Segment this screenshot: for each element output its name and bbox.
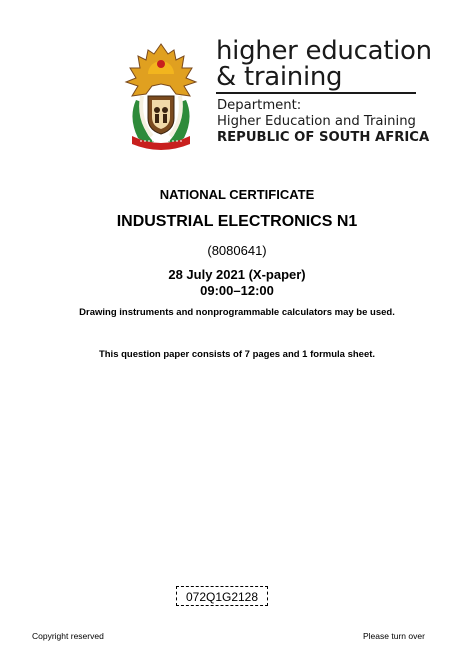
subject-title: INDUSTRIAL ELECTRONICS N1 xyxy=(116,213,358,230)
page-count-text: This question paper consists of 7 pages and 1 formula sheet. xyxy=(98,349,376,360)
instructions-text: Drawing instruments and nonprogrammable calculators may be used. xyxy=(79,307,395,318)
department-label: Department: xyxy=(217,98,302,113)
footer-copyright: Copyright reserved xyxy=(32,631,104,641)
footer-turn-over: Please turn over xyxy=(363,631,425,641)
brand-line-2: & training xyxy=(216,62,343,92)
exam-time: 09:00–12:00 xyxy=(200,283,274,298)
department-block xyxy=(217,98,437,146)
coat-of-arms-icon xyxy=(118,40,204,152)
subject-code: (8080641) xyxy=(207,243,267,258)
brand-line-1: higher education xyxy=(216,36,432,66)
certificate-title: NATIONAL CERTIFICATE xyxy=(159,187,315,202)
exam-date: 28 July 2021 (X-paper) xyxy=(168,267,306,282)
department-name: Higher Education and Training xyxy=(217,114,416,129)
brand-wordmark xyxy=(216,36,432,92)
paper-code-box: 072Q1G2128 xyxy=(176,586,268,606)
country-name: REPUBLIC OF SOUTH AFRICA xyxy=(217,130,430,145)
brand-divider xyxy=(216,92,416,94)
